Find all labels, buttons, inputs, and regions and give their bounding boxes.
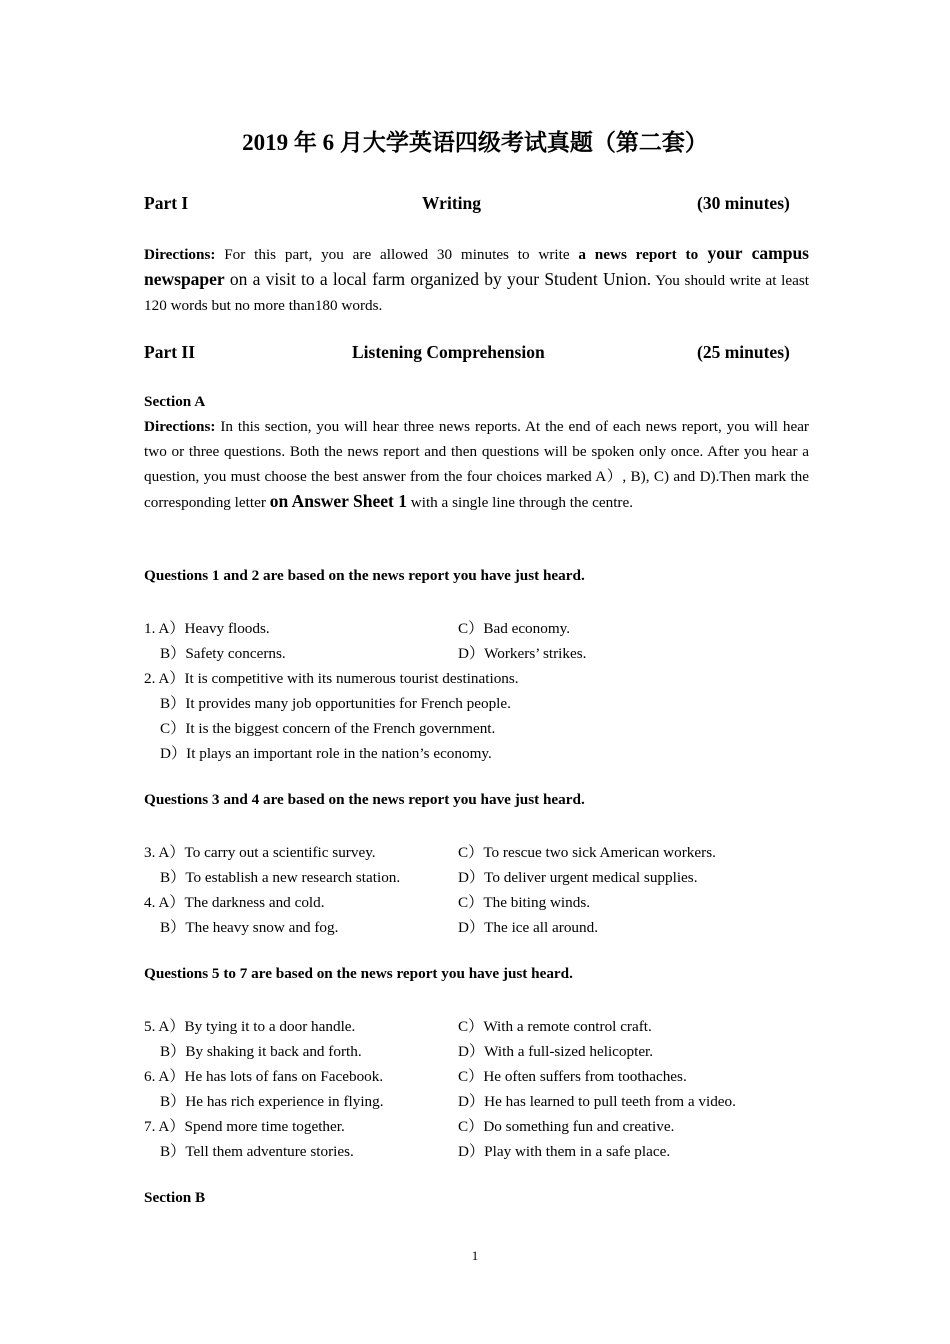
q5-option-b: B）By shaking it back and forth.	[160, 1043, 362, 1060]
part2-label: Part II	[144, 342, 196, 362]
q4-option-d: D）The ice all around.	[458, 919, 599, 936]
section-a-directions: Directions: In this section, you will hear three news reports. At the end of each news report, you will hear two or three questions. Both the news report and then questions will be spoken only once. After you hear a question, you must choose the best answer from the four choices marked A）, B), C) and D).Then mark the corresponding letter on Answer Sheet 1 with a single line through the centre.	[144, 418, 809, 511]
q1-option-c: C）Bad economy.	[458, 620, 571, 637]
q4-option-b: B）The heavy snow and fog.	[160, 919, 339, 936]
part2-name: Listening Comprehension	[352, 342, 545, 362]
q2-option-d: D）It plays an important role in the nation’s economy.	[160, 745, 492, 762]
section-b-heading: Section B	[144, 1189, 206, 1206]
part1-label: Part I	[144, 193, 189, 213]
q6-option-b: B）He has rich experience in flying.	[160, 1093, 384, 1110]
q3-option-a: 3. A）To carry out a scientific survey.	[144, 844, 376, 861]
q7-option-a: 7. A）Spend more time together.	[144, 1118, 345, 1135]
part1-time: (30 minutes)	[697, 193, 790, 213]
part2-time: (25 minutes)	[697, 342, 790, 362]
part1-name: Writing	[422, 193, 481, 213]
q3-option-b: B）To establish a new research station.	[160, 869, 401, 886]
q2-option-a: 2. A）It is competitive with its numerous tourist destinations.	[144, 670, 519, 687]
q5-option-c: C）With a remote control craft.	[458, 1018, 652, 1035]
directions-label: Directions:	[144, 246, 216, 263]
q7-option-d: D）Play with them in a safe place.	[458, 1143, 671, 1160]
q2-option-b: B）It provides many job opportunities for French people.	[160, 695, 511, 712]
q1-option-a: 1. A）Heavy floods.	[144, 620, 270, 637]
section-a-heading: Section A	[144, 393, 206, 410]
q2-option-c: C）It is the biggest concern of the French government.	[160, 720, 496, 737]
q4-option-a: 4. A）The darkness and cold.	[144, 894, 325, 911]
q4-option-c: C）The biting winds.	[458, 894, 591, 911]
page-title: 2019 年 6 月大学英语四级考试真题（第二套）	[242, 130, 708, 155]
question-group-heading: Questions 1 and 2 are based on the news report you have just heard.	[144, 567, 585, 584]
page-number: 1	[471, 1248, 479, 1263]
q3-option-d: D）To deliver urgent medical supplies.	[458, 869, 698, 886]
q6-option-c: C）He often suffers from toothaches.	[458, 1068, 687, 1085]
q1-option-d: D）Workers’ strikes.	[458, 645, 587, 662]
q7-option-b: B）Tell them adventure stories.	[160, 1143, 354, 1160]
question-group-heading: Questions 5 to 7 are based on the news report you have just heard.	[144, 965, 573, 982]
q5-option-d: D）With a full-sized helicopter.	[458, 1043, 654, 1060]
q6-option-a: 6. A）He has lots of fans on Facebook.	[144, 1068, 384, 1085]
q3-option-c: C）To rescue two sick American workers.	[458, 844, 716, 861]
q7-option-c: C）Do something fun and creative.	[458, 1118, 675, 1135]
q1-option-b: B）Safety concerns.	[160, 645, 286, 662]
q5-option-a: 5. A）By tying it to a door handle.	[144, 1018, 356, 1035]
q6-option-d: D）He has learned to pull teeth from a video.	[458, 1093, 736, 1110]
directions-label: Directions:	[144, 418, 216, 435]
part1-directions: Directions: For this part, you are allowed 30 minutes to write a news report to your campus newspaper on a visit to a local farm organized by your Student Union. You should write at least 120 words but no more than180 words.	[144, 243, 809, 314]
question-group-heading: Questions 3 and 4 are based on the news report you have just heard.	[144, 791, 585, 808]
